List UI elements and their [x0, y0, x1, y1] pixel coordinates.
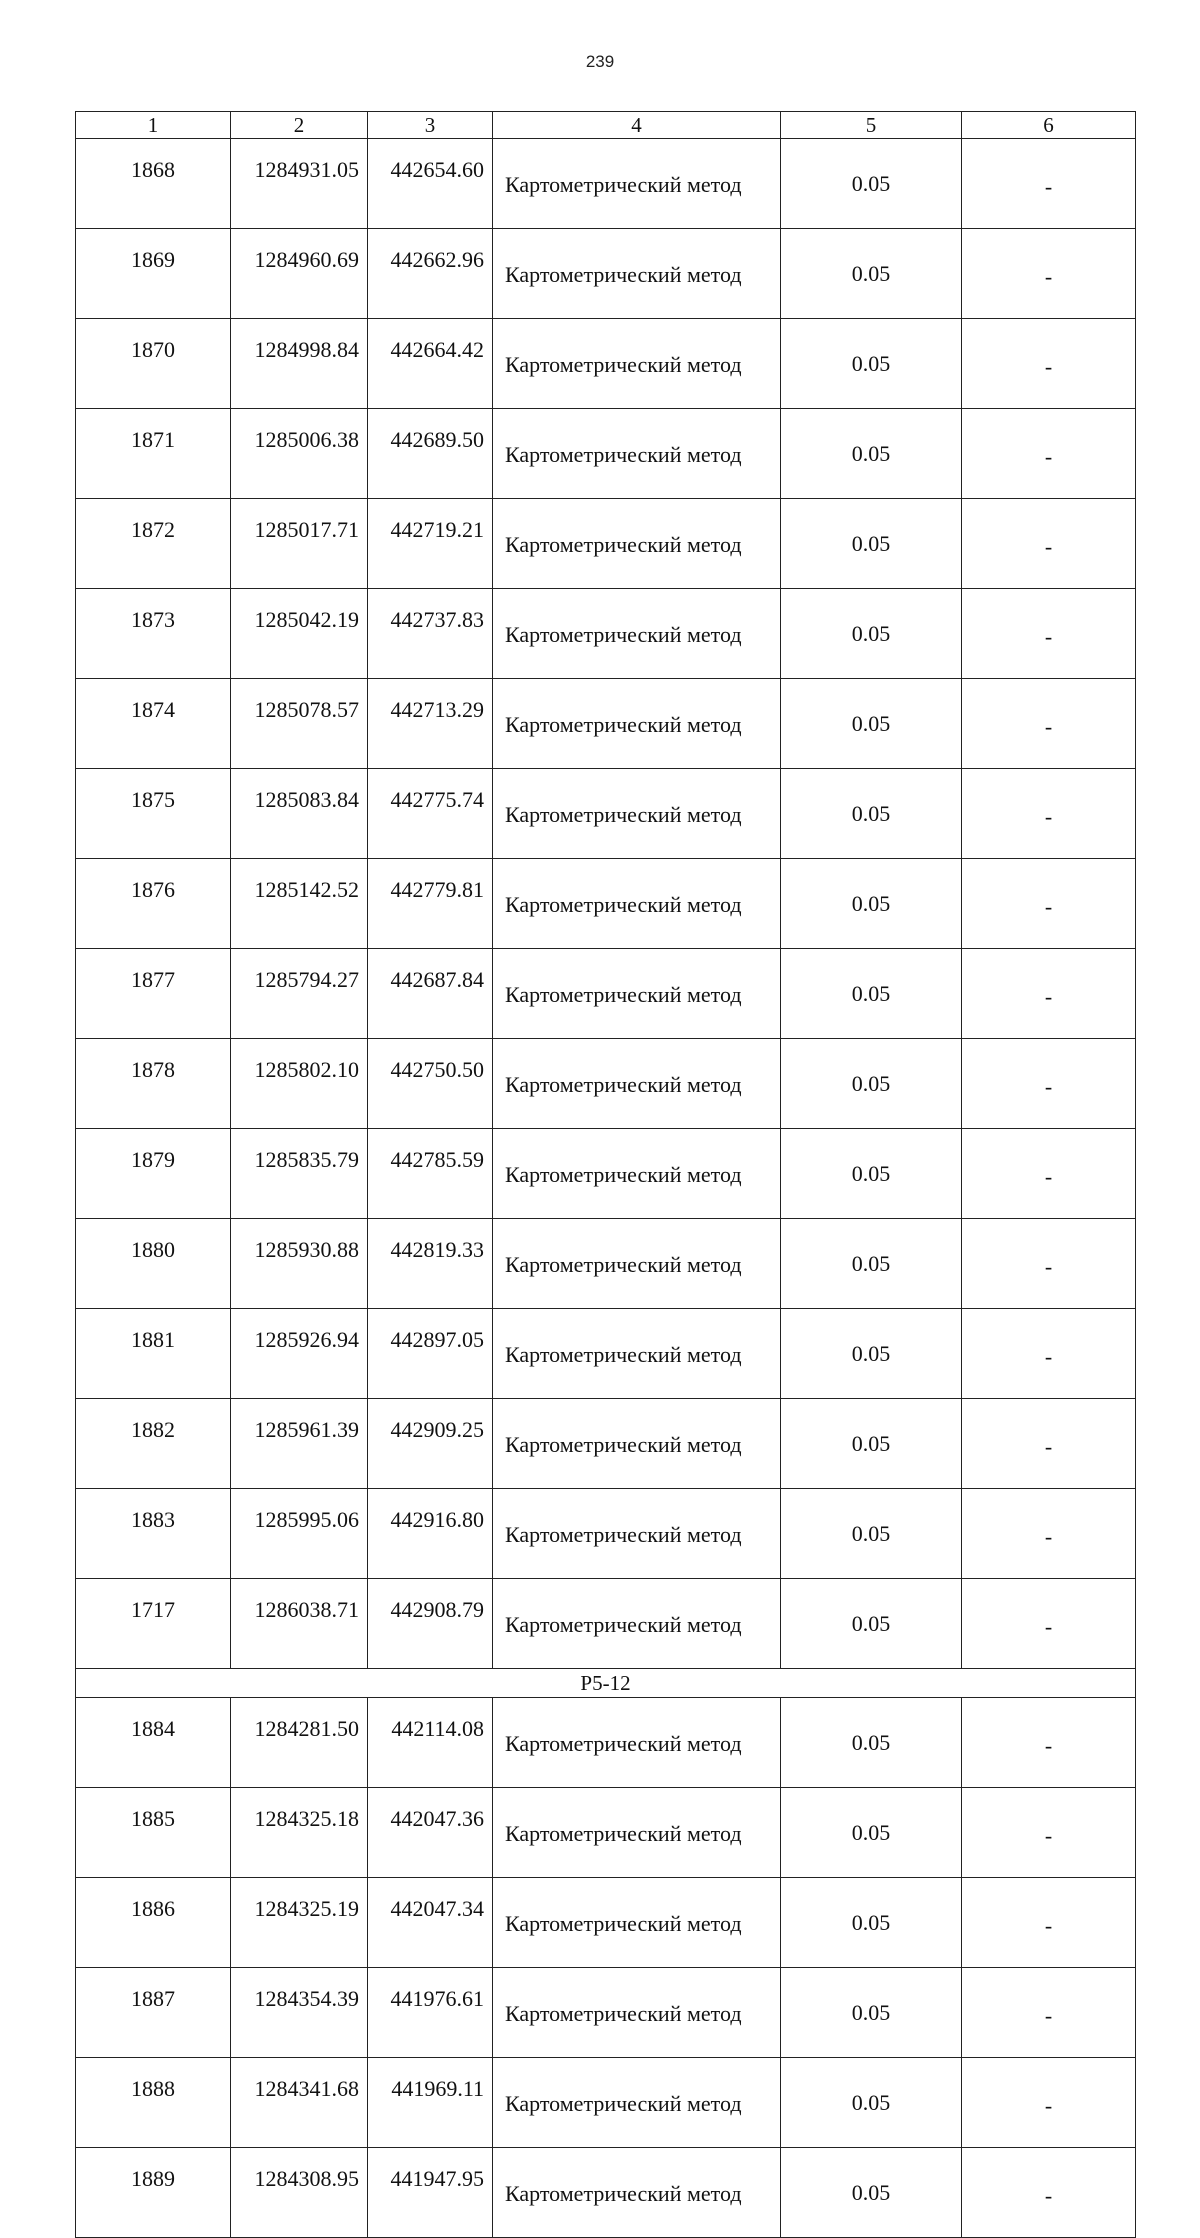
method-cell: Картометрический метод — [493, 229, 781, 319]
note-cell: - — [962, 1878, 1136, 1968]
accuracy-cell: 0.05 — [781, 589, 962, 679]
note-cell: - — [962, 229, 1136, 319]
note-cell: - — [962, 1579, 1136, 1669]
point-number-cell: 1870 — [76, 319, 231, 409]
point-number-cell: 1884 — [76, 1698, 231, 1788]
x-coordinate-cell: 1284308.95 — [231, 2148, 368, 2238]
coordinates-table — [75, 111, 1136, 2238]
accuracy-cell: 0.05 — [781, 1399, 962, 1489]
accuracy-cell: 0.05 — [781, 139, 962, 229]
table-row — [76, 2148, 1136, 2238]
table-row — [76, 1968, 1136, 2058]
column-header-3: 3 — [368, 112, 493, 139]
point-number-cell: 1877 — [76, 949, 231, 1039]
x-coordinate-cell: 1285794.27 — [231, 949, 368, 1039]
note-cell: - — [962, 769, 1136, 859]
point-number-cell: 1880 — [76, 1219, 231, 1309]
note-cell: - — [962, 1309, 1136, 1399]
column-header-4: 4 — [493, 112, 781, 139]
method-cell: Картометрический метод — [493, 949, 781, 1039]
x-coordinate-cell: 1285802.10 — [231, 1039, 368, 1129]
y-coordinate-cell: 442654.60 — [368, 139, 493, 229]
point-number-cell: 1872 — [76, 499, 231, 589]
table-row — [76, 409, 1136, 499]
method-cell: Картометрический метод — [493, 859, 781, 949]
point-number-cell: 1717 — [76, 1579, 231, 1669]
column-header-6: 6 — [962, 112, 1136, 139]
x-coordinate-cell: 1285017.71 — [231, 499, 368, 589]
table-row — [76, 1399, 1136, 1489]
note-cell: - — [962, 1039, 1136, 1129]
method-cell: Картометрический метод — [493, 589, 781, 679]
x-coordinate-cell: 1284325.18 — [231, 1788, 368, 1878]
note-cell: - — [962, 1129, 1136, 1219]
table-row — [76, 229, 1136, 319]
y-coordinate-cell: 442916.80 — [368, 1489, 493, 1579]
y-coordinate-cell: 442664.42 — [368, 319, 493, 409]
x-coordinate-cell: 1285930.88 — [231, 1219, 368, 1309]
table-row — [76, 319, 1136, 409]
column-header-5: 5 — [781, 112, 962, 139]
accuracy-cell: 0.05 — [781, 1039, 962, 1129]
point-number-cell: 1883 — [76, 1489, 231, 1579]
y-coordinate-cell: 442779.81 — [368, 859, 493, 949]
method-cell: Картометрический метод — [493, 2148, 781, 2238]
method-cell: Картометрический метод — [493, 1788, 781, 1878]
note-cell: - — [962, 679, 1136, 769]
x-coordinate-cell: 1286038.71 — [231, 1579, 368, 1669]
section-header-row — [76, 1669, 1136, 1698]
point-number-cell: 1869 — [76, 229, 231, 319]
method-cell: Картометрический метод — [493, 1219, 781, 1309]
method-cell: Картометрический метод — [493, 1579, 781, 1669]
y-coordinate-cell: 442047.36 — [368, 1788, 493, 1878]
point-number-cell: 1874 — [76, 679, 231, 769]
y-coordinate-cell: 442719.21 — [368, 499, 493, 589]
x-coordinate-cell: 1284960.69 — [231, 229, 368, 319]
method-cell: Картометрический метод — [493, 319, 781, 409]
accuracy-cell: 0.05 — [781, 2148, 962, 2238]
table-row — [76, 1489, 1136, 1579]
method-cell: Картометрический метод — [493, 409, 781, 499]
x-coordinate-cell: 1284341.68 — [231, 2058, 368, 2148]
x-coordinate-cell: 1285042.19 — [231, 589, 368, 679]
accuracy-cell: 0.05 — [781, 1878, 962, 1968]
y-coordinate-cell: 442713.29 — [368, 679, 493, 769]
y-coordinate-cell: 442908.79 — [368, 1579, 493, 1669]
y-coordinate-cell: 442047.34 — [368, 1878, 493, 1968]
accuracy-cell: 0.05 — [781, 1968, 962, 2058]
table-row — [76, 589, 1136, 679]
accuracy-cell: 0.05 — [781, 2058, 962, 2148]
point-number-cell: 1882 — [76, 1399, 231, 1489]
y-coordinate-cell: 442775.74 — [368, 769, 493, 859]
note-cell: - — [962, 1399, 1136, 1489]
note-cell: - — [962, 1219, 1136, 1309]
page-number: 239 — [585, 52, 615, 71]
method-cell: Картометрический метод — [493, 1399, 781, 1489]
y-coordinate-cell: 442785.59 — [368, 1129, 493, 1219]
table-header-row — [76, 112, 1136, 139]
x-coordinate-cell: 1285995.06 — [231, 1489, 368, 1579]
x-coordinate-cell: 1285835.79 — [231, 1129, 368, 1219]
table-row — [76, 1579, 1136, 1669]
accuracy-cell: 0.05 — [781, 1309, 962, 1399]
note-cell: - — [962, 1698, 1136, 1788]
section-title: Р5-12 — [76, 1669, 1136, 1698]
y-coordinate-cell: 442897.05 — [368, 1309, 493, 1399]
x-coordinate-cell: 1285961.39 — [231, 1399, 368, 1489]
table-row — [76, 1219, 1136, 1309]
accuracy-cell: 0.05 — [781, 859, 962, 949]
y-coordinate-cell: 442819.33 — [368, 1219, 493, 1309]
point-number-cell: 1885 — [76, 1788, 231, 1878]
note-cell: - — [962, 1968, 1136, 2058]
method-cell: Картометрический метод — [493, 1698, 781, 1788]
accuracy-cell: 0.05 — [781, 229, 962, 319]
method-cell: Картометрический метод — [493, 139, 781, 229]
accuracy-cell: 0.05 — [781, 409, 962, 499]
accuracy-cell: 0.05 — [781, 769, 962, 859]
method-cell: Картометрический метод — [493, 2058, 781, 2148]
point-number-cell: 1889 — [76, 2148, 231, 2238]
y-coordinate-cell: 442750.50 — [368, 1039, 493, 1129]
x-coordinate-cell: 1284931.05 — [231, 139, 368, 229]
method-cell: Картометрический метод — [493, 1309, 781, 1399]
table-row — [76, 949, 1136, 1039]
y-coordinate-cell: 442687.84 — [368, 949, 493, 1039]
accuracy-cell: 0.05 — [781, 949, 962, 1039]
accuracy-cell: 0.05 — [781, 1489, 962, 1579]
y-coordinate-cell: 442662.96 — [368, 229, 493, 319]
table-row — [76, 769, 1136, 859]
method-cell: Картометрический метод — [493, 1968, 781, 2058]
accuracy-cell: 0.05 — [781, 1698, 962, 1788]
accuracy-cell: 0.05 — [781, 679, 962, 769]
note-cell: - — [962, 1788, 1136, 1878]
table-row — [76, 1039, 1136, 1129]
x-coordinate-cell: 1285142.52 — [231, 859, 368, 949]
y-coordinate-cell: 442909.25 — [368, 1399, 493, 1489]
point-number-cell: 1868 — [76, 139, 231, 229]
note-cell: - — [962, 1489, 1136, 1579]
point-number-cell: 1887 — [76, 1968, 231, 2058]
note-cell: - — [962, 859, 1136, 949]
table-row — [76, 1129, 1136, 1219]
accuracy-cell: 0.05 — [781, 499, 962, 589]
point-number-cell: 1886 — [76, 1878, 231, 1968]
method-cell: Картометрический метод — [493, 1129, 781, 1219]
method-cell: Картометрический метод — [493, 769, 781, 859]
table-row — [76, 1698, 1136, 1788]
x-coordinate-cell: 1284998.84 — [231, 319, 368, 409]
x-coordinate-cell: 1284281.50 — [231, 1698, 368, 1788]
table-row — [76, 859, 1136, 949]
note-cell: - — [962, 319, 1136, 409]
note-cell: - — [962, 2058, 1136, 2148]
table-row — [76, 1878, 1136, 1968]
column-header-1: 1 — [76, 112, 231, 139]
accuracy-cell: 0.05 — [781, 1219, 962, 1309]
note-cell: - — [962, 139, 1136, 229]
x-coordinate-cell: 1284325.19 — [231, 1878, 368, 1968]
table-body — [76, 139, 1136, 2238]
note-cell: - — [962, 499, 1136, 589]
point-number-cell: 1878 — [76, 1039, 231, 1129]
y-coordinate-cell: 441969.11 — [368, 2058, 493, 2148]
note-cell: - — [962, 589, 1136, 679]
x-coordinate-cell: 1284354.39 — [231, 1968, 368, 2058]
y-coordinate-cell: 442689.50 — [368, 409, 493, 499]
point-number-cell: 1875 — [76, 769, 231, 859]
table-row — [76, 1309, 1136, 1399]
method-cell: Картометрический метод — [493, 499, 781, 589]
point-number-cell: 1888 — [76, 2058, 231, 2148]
column-header-2: 2 — [231, 112, 368, 139]
note-cell: - — [962, 2148, 1136, 2238]
accuracy-cell: 0.05 — [781, 1579, 962, 1669]
note-cell: - — [962, 949, 1136, 1039]
table-row — [76, 139, 1136, 229]
table-row — [76, 1788, 1136, 1878]
point-number-cell: 1881 — [76, 1309, 231, 1399]
y-coordinate-cell: 442737.83 — [368, 589, 493, 679]
x-coordinate-cell: 1285083.84 — [231, 769, 368, 859]
y-coordinate-cell: 441947.95 — [368, 2148, 493, 2238]
accuracy-cell: 0.05 — [781, 1129, 962, 1219]
table-row — [76, 499, 1136, 589]
note-cell: - — [962, 409, 1136, 499]
method-cell: Картометрический метод — [493, 1039, 781, 1129]
table-row — [76, 679, 1136, 769]
x-coordinate-cell: 1285006.38 — [231, 409, 368, 499]
method-cell: Картометрический метод — [493, 679, 781, 769]
x-coordinate-cell: 1285078.57 — [231, 679, 368, 769]
point-number-cell: 1879 — [76, 1129, 231, 1219]
accuracy-cell: 0.05 — [781, 319, 962, 409]
point-number-cell: 1873 — [76, 589, 231, 679]
point-number-cell: 1876 — [76, 859, 231, 949]
y-coordinate-cell: 441976.61 — [368, 1968, 493, 2058]
y-coordinate-cell: 442114.08 — [368, 1698, 493, 1788]
accuracy-cell: 0.05 — [781, 1788, 962, 1878]
method-cell: Картометрический метод — [493, 1489, 781, 1579]
x-coordinate-cell: 1285926.94 — [231, 1309, 368, 1399]
point-number-cell: 1871 — [76, 409, 231, 499]
table-row — [76, 2058, 1136, 2148]
method-cell: Картометрический метод — [493, 1878, 781, 1968]
